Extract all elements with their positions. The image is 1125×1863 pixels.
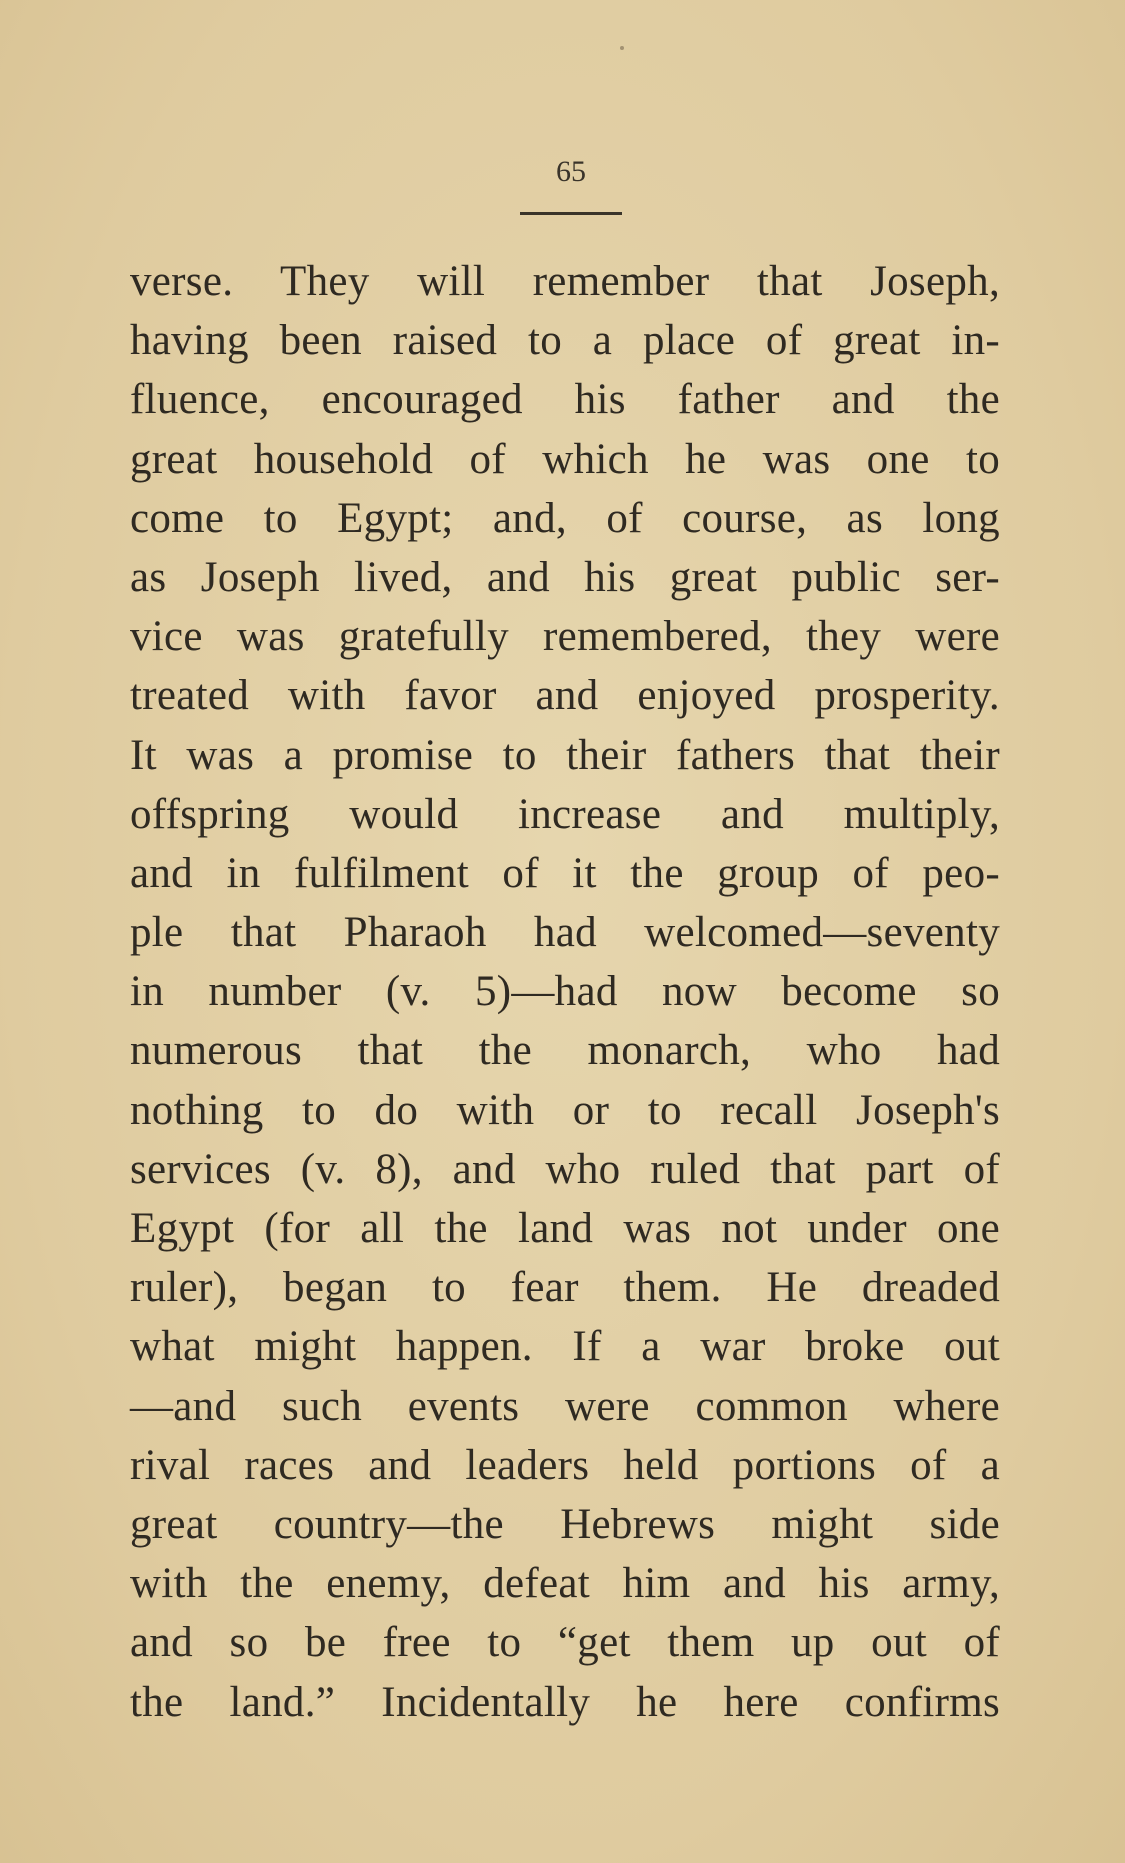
text-line: having been raised to a place of great in- — [130, 317, 1000, 365]
text-line: great household of which he was one to — [130, 435, 1000, 483]
paper-speck — [620, 46, 624, 50]
text-line: and in fulfilment of it the group of peo- — [130, 849, 1000, 897]
text-line: nothing to do with or to recall Joseph's — [130, 1086, 1000, 1134]
text-line: what might happen. If a war broke out — [130, 1323, 1000, 1371]
page-number: 65 — [556, 155, 586, 188]
text-line: services (v. 8), and who ruled that part of — [130, 1145, 1000, 1193]
text-line: —and such events were common where — [130, 1382, 1000, 1430]
text-line: the land.” Incidentally he here confirms — [130, 1678, 1000, 1726]
text-line: great country—the Hebrews might side — [130, 1500, 1000, 1548]
text-line: ruler), began to fear them. He dreaded — [130, 1264, 1000, 1312]
text-line: Egypt (for all the land was not under one — [130, 1205, 1000, 1252]
page-number-rule — [520, 212, 622, 215]
text-line: as Joseph lived, and his great public ser- — [130, 553, 1000, 601]
text-line: ple that Pharaoh had welcomed—seventy — [130, 909, 1000, 957]
text-line: It was a promise to their fathers that their — [130, 731, 1000, 779]
text-line: verse. They will remember that Joseph, — [130, 258, 1000, 305]
text-line: rival races and leaders held portions of a — [130, 1441, 1000, 1489]
text-line: and so be free to “get them up out of — [130, 1619, 1000, 1667]
text-line: come to Egypt; and, of course, as long — [130, 494, 1000, 542]
text-line: offspring would increase and multiply, — [130, 790, 1000, 838]
text-line: in number (v. 5)—had now become so — [130, 968, 1000, 1016]
body-text — [130, 252, 1000, 1732]
text-line: with the enemy, defeat him and his army, — [130, 1560, 1000, 1608]
text-line: vice was gratefully remembered, they were — [130, 613, 1000, 661]
text-line: treated with favor and enjoyed prosperity. — [130, 672, 1000, 720]
text-line: fluence, encouraged his father and the — [130, 376, 1000, 424]
text-line: numerous that the monarch, who had — [130, 1027, 1000, 1075]
